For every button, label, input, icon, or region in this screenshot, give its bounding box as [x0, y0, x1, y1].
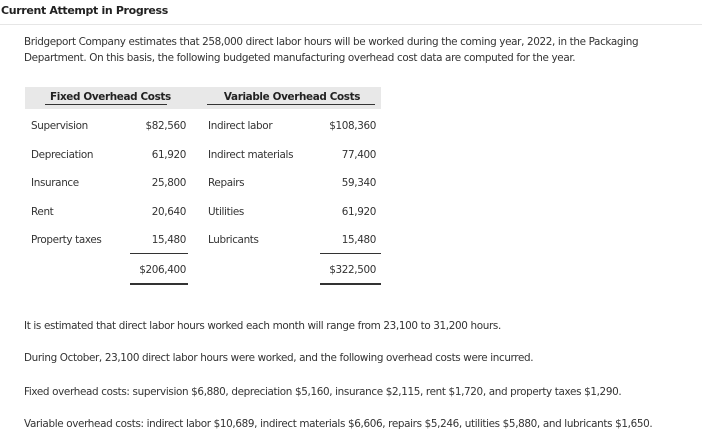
variable-cost-value: 77,400	[341, 149, 376, 161]
variable-cost-value: 15,480	[341, 234, 376, 246]
hours-range-paragraph: It is estimated that direct labor hours worked each month will range from 23,100 to 31,200 hours.	[24, 320, 501, 332]
fixed-cost-label: Depreciation	[31, 149, 94, 161]
fixed-cost-value: 20,640	[151, 206, 186, 218]
fixed-cost-value: 61,920	[151, 149, 186, 161]
variable-cost-value: $108,360	[329, 120, 376, 132]
header-title: Current Attempt in Progress	[1, 4, 168, 17]
october-hours-paragraph: During October, 23,100 direct labor hours were worked, and the following overhead costs were incurred.	[24, 352, 534, 364]
fixed-cost-label: Supervision	[31, 120, 88, 132]
fixed-cost-value: $82,560	[145, 120, 186, 132]
fixed-overhead-header: Fixed Overhead Costs	[50, 91, 171, 103]
fixed-cost-value: 15,480	[151, 234, 186, 246]
variable-costs-incurred-paragraph: Variable overhead costs: indirect labor $10,689, indirect materials $6,606, repairs $5,246, utilities $5,880, and lubricants $1,650.	[24, 418, 653, 430]
fixed-costs-incurred-paragraph: Fixed overhead costs: supervision $6,880, depreciation $5,160, insurance $2,115, rent $1,720, and property taxes $1,290.	[24, 386, 622, 398]
fixed-total: $206,400	[139, 264, 186, 276]
variable-cost-label: Repairs	[208, 177, 245, 189]
variable-cost-label: Indirect materials	[208, 149, 294, 161]
variable-cost-label: Indirect labor	[208, 120, 273, 132]
variable-cost-value: 59,340	[341, 177, 376, 189]
page-header	[0, 0, 702, 25]
variable-cost-value: 61,920	[341, 206, 376, 218]
variable-cost-label: Lubricants	[208, 234, 259, 246]
fixed-total-rule	[130, 283, 188, 285]
variable-header-underline	[207, 104, 375, 105]
intro-line-1: Bridgeport Company estimates that 258,000 direct labor hours will be worked during the coming year, 2022, in the Packaging	[24, 36, 639, 48]
fixed-subtotal-rule	[130, 253, 188, 254]
fixed-cost-label: Insurance	[31, 177, 79, 189]
fixed-cost-label: Property taxes	[31, 234, 102, 246]
intro-line-2: Department. On this basis, the following budgeted manufacturing overhead cost data are computed for the year.	[24, 52, 576, 64]
variable-total-rule	[320, 283, 381, 285]
variable-total: $322,500	[329, 264, 376, 276]
variable-cost-label: Utilities	[208, 206, 244, 218]
variable-overhead-header: Variable Overhead Costs	[223, 91, 361, 103]
variable-subtotal-rule	[320, 253, 381, 254]
fixed-cost-label: Rent	[31, 206, 54, 218]
problem-intro	[24, 34, 684, 66]
fixed-cost-value: 25,800	[151, 177, 186, 189]
fixed-header-underline	[45, 104, 167, 105]
